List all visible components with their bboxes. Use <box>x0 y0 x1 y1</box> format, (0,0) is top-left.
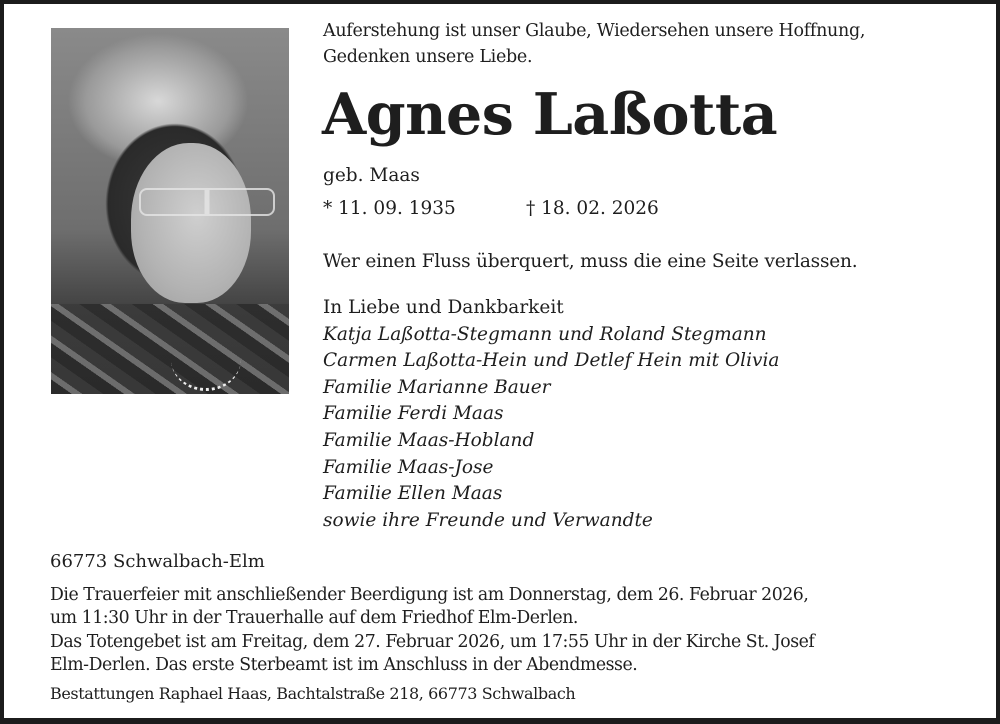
motto <box>323 18 865 70</box>
mourner-item: sowie ihre Freunde und Verwandte <box>323 509 653 531</box>
mourner-item: Familie Marianne Bauer <box>323 376 551 398</box>
ceremony-line: Die Trauerfeier mit anschließender Beerdigung ist am Donnerstag, dem 26. Februar 2026, <box>50 585 809 605</box>
maiden-name: geb. Maas <box>323 165 420 186</box>
motto-line: Auferstehung ist unser Glaube, Wiedersehen unsere Hoffnung, <box>323 21 866 41</box>
mourners-heading: In Liebe und Dankbarkeit <box>323 297 564 318</box>
mourner-item: Familie Maas-Hobland <box>323 429 535 451</box>
mourner-item: Katja Laßotta-Stegmann und Roland Stegmann <box>323 323 767 345</box>
photo-glasses-shape <box>139 188 275 216</box>
mourner-item: Carmen Laßotta-Hein und Detlef Hein mit Olivia <box>323 350 780 372</box>
portrait-photo <box>51 28 289 394</box>
mourners-list <box>323 295 779 534</box>
undertaker-line: Bestattungen Raphael Haas, Bachtalstraße 218, 66773 Schwalbach <box>50 684 576 703</box>
motto-line: Gedenken unsere Liebe. <box>323 47 533 67</box>
death-date: † 18. 02. 2026 <box>526 198 659 219</box>
ceremony-line: um 11:30 Uhr in der Trauerhalle auf dem Friedhof Elm-Derlen. <box>50 608 578 629</box>
photo-clothing-shape <box>51 304 289 394</box>
city-line: 66773 Schwalbach-Elm <box>50 551 265 572</box>
ceremony-details <box>50 584 970 677</box>
deceased-name: Agnes Laßotta <box>322 81 778 148</box>
obituary-notice <box>4 4 996 718</box>
birth-date: * 11. 09. 1935 <box>323 198 456 219</box>
photo-necklace-shape <box>171 328 241 391</box>
mourner-item: Familie Maas-Jose <box>323 456 494 478</box>
ceremony-line: Das Totengebet ist am Freitag, dem 27. Februar 2026, um 17:55 Uhr in der Kirche St. Josef <box>50 631 815 652</box>
mourner-item: Familie Ferdi Maas <box>323 403 504 425</box>
ceremony-line: Elm-Derlen. Das erste Sterbeamt ist im Anschluss in der Abendmesse. <box>50 654 638 675</box>
photo-face-shape <box>131 143 251 303</box>
mourner-item: Familie Ellen Maas <box>323 483 503 505</box>
quote: Wer einen Fluss überquert, muss die eine Seite verlassen. <box>323 251 858 272</box>
